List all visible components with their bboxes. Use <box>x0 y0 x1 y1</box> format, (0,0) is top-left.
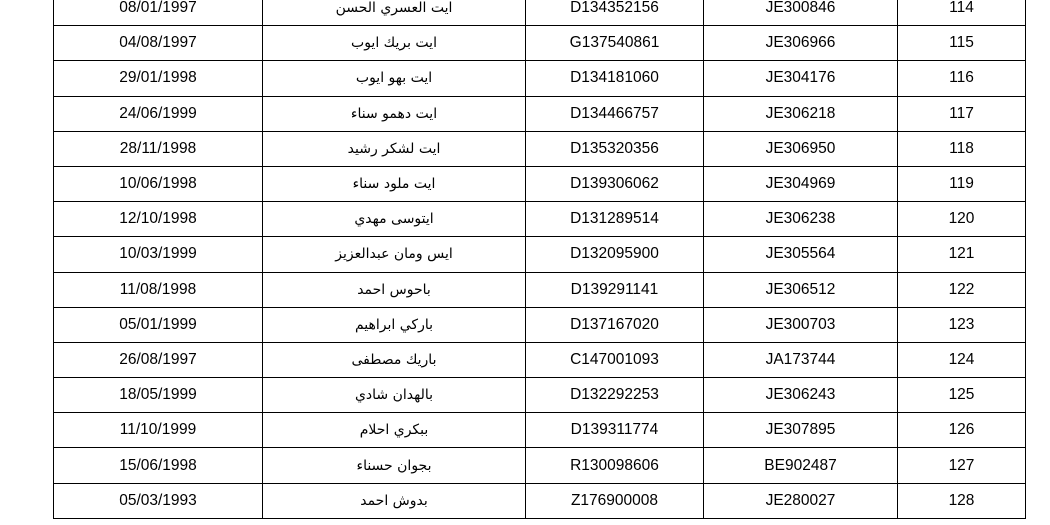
table-row <box>54 448 1026 483</box>
full-name-cell: ايت لشكر رشيد <box>263 131 526 166</box>
table-row <box>54 378 1026 413</box>
birth-date-cell: 11/08/1998 <box>54 272 263 307</box>
registration-code-cell: JE306218 <box>704 96 898 131</box>
records-table <box>53 0 1026 519</box>
table-row <box>54 96 1026 131</box>
row-number-cell: 123 <box>898 307 1026 342</box>
id-card-number-cell: D137167020 <box>526 307 704 342</box>
row-number-cell: 127 <box>898 448 1026 483</box>
birth-date-cell: 29/01/1998 <box>54 61 263 96</box>
birth-date-cell: 15/06/1998 <box>54 448 263 483</box>
row-number-cell: 126 <box>898 413 1026 448</box>
registration-code-cell: JE306950 <box>704 131 898 166</box>
table-row <box>54 483 1026 518</box>
full-name-cell: ببكري احلام <box>263 413 526 448</box>
row-number-cell: 115 <box>898 26 1026 61</box>
birth-date-cell: 05/01/1999 <box>54 307 263 342</box>
registration-code-cell: JE280027 <box>704 483 898 518</box>
id-card-number-cell: D132292253 <box>526 378 704 413</box>
id-card-number-cell: D139311774 <box>526 413 704 448</box>
birth-date-cell: 11/10/1999 <box>54 413 263 448</box>
table-row <box>54 413 1026 448</box>
table-row <box>54 342 1026 377</box>
registration-code-cell: JE306238 <box>704 202 898 237</box>
id-card-number-cell: D134466757 <box>526 96 704 131</box>
birth-date-cell: 08/01/1997 <box>54 0 263 26</box>
row-number-cell: 124 <box>898 342 1026 377</box>
table-row <box>54 202 1026 237</box>
birth-date-cell: 18/05/1999 <box>54 378 263 413</box>
full-name-cell: باريك مصطفى <box>263 342 526 377</box>
row-number-cell: 117 <box>898 96 1026 131</box>
row-number-cell: 118 <box>898 131 1026 166</box>
id-card-number-cell: Z176900008 <box>526 483 704 518</box>
row-number-cell: 122 <box>898 272 1026 307</box>
table-row <box>54 307 1026 342</box>
birth-date-cell: 26/08/1997 <box>54 342 263 377</box>
table-row <box>54 237 1026 272</box>
id-card-number-cell: D139291141 <box>526 272 704 307</box>
row-number-cell: 119 <box>898 166 1026 201</box>
table-row <box>54 26 1026 61</box>
registration-code-cell: BE902487 <box>704 448 898 483</box>
full-name-cell: ايس ومان عبدالعزيز <box>263 237 526 272</box>
registration-code-cell: JE306243 <box>704 378 898 413</box>
birth-date-cell: 10/03/1999 <box>54 237 263 272</box>
birth-date-cell: 28/11/1998 <box>54 131 263 166</box>
row-number-cell: 121 <box>898 237 1026 272</box>
id-card-number-cell: D132095900 <box>526 237 704 272</box>
table-row <box>54 61 1026 96</box>
registration-code-cell: JE300846 <box>704 0 898 26</box>
id-card-number-cell: D134352156 <box>526 0 704 26</box>
registration-code-cell: JA173744 <box>704 342 898 377</box>
registration-code-cell: JE305564 <box>704 237 898 272</box>
registration-code-cell: JE300703 <box>704 307 898 342</box>
registration-code-cell: JE304969 <box>704 166 898 201</box>
birth-date-cell: 12/10/1998 <box>54 202 263 237</box>
full-name-cell: ايت العسري الحسن <box>263 0 526 26</box>
id-card-number-cell: D139306062 <box>526 166 704 201</box>
birth-date-cell: 10/06/1998 <box>54 166 263 201</box>
id-card-number-cell: D134181060 <box>526 61 704 96</box>
row-number-cell: 125 <box>898 378 1026 413</box>
id-card-number-cell: D131289514 <box>526 202 704 237</box>
full-name-cell: باحوس احمد <box>263 272 526 307</box>
full-name-cell: ايت دهمو سناء <box>263 96 526 131</box>
row-number-cell: 120 <box>898 202 1026 237</box>
full-name-cell: ايتوسى مهدي <box>263 202 526 237</box>
row-number-cell: 128 <box>898 483 1026 518</box>
id-card-number-cell: R130098606 <box>526 448 704 483</box>
full-name-cell: ايت بهو ايوب <box>263 61 526 96</box>
table-row <box>54 272 1026 307</box>
full-name-cell: بالهدان شادي <box>263 378 526 413</box>
registration-code-cell: JE306966 <box>704 26 898 61</box>
row-number-cell: 114 <box>898 0 1026 26</box>
id-card-number-cell: G137540861 <box>526 26 704 61</box>
full-name-cell: ايت بريك ايوب <box>263 26 526 61</box>
records-sheet <box>53 0 1025 519</box>
table-row <box>54 0 1026 26</box>
row-number-cell: 116 <box>898 61 1026 96</box>
full-name-cell: بدوش احمد <box>263 483 526 518</box>
records-table-body <box>54 0 1026 518</box>
id-card-number-cell: D135320356 <box>526 131 704 166</box>
birth-date-cell: 04/08/1997 <box>54 26 263 61</box>
full-name-cell: بجوان حسناء <box>263 448 526 483</box>
registration-code-cell: JE304176 <box>704 61 898 96</box>
table-row <box>54 131 1026 166</box>
registration-code-cell: JE307895 <box>704 413 898 448</box>
id-card-number-cell: C147001093 <box>526 342 704 377</box>
table-row <box>54 166 1026 201</box>
full-name-cell: باركي ابراهيم <box>263 307 526 342</box>
registration-code-cell: JE306512 <box>704 272 898 307</box>
birth-date-cell: 24/06/1999 <box>54 96 263 131</box>
birth-date-cell: 05/03/1993 <box>54 483 263 518</box>
full-name-cell: ايت ملود سناء <box>263 166 526 201</box>
